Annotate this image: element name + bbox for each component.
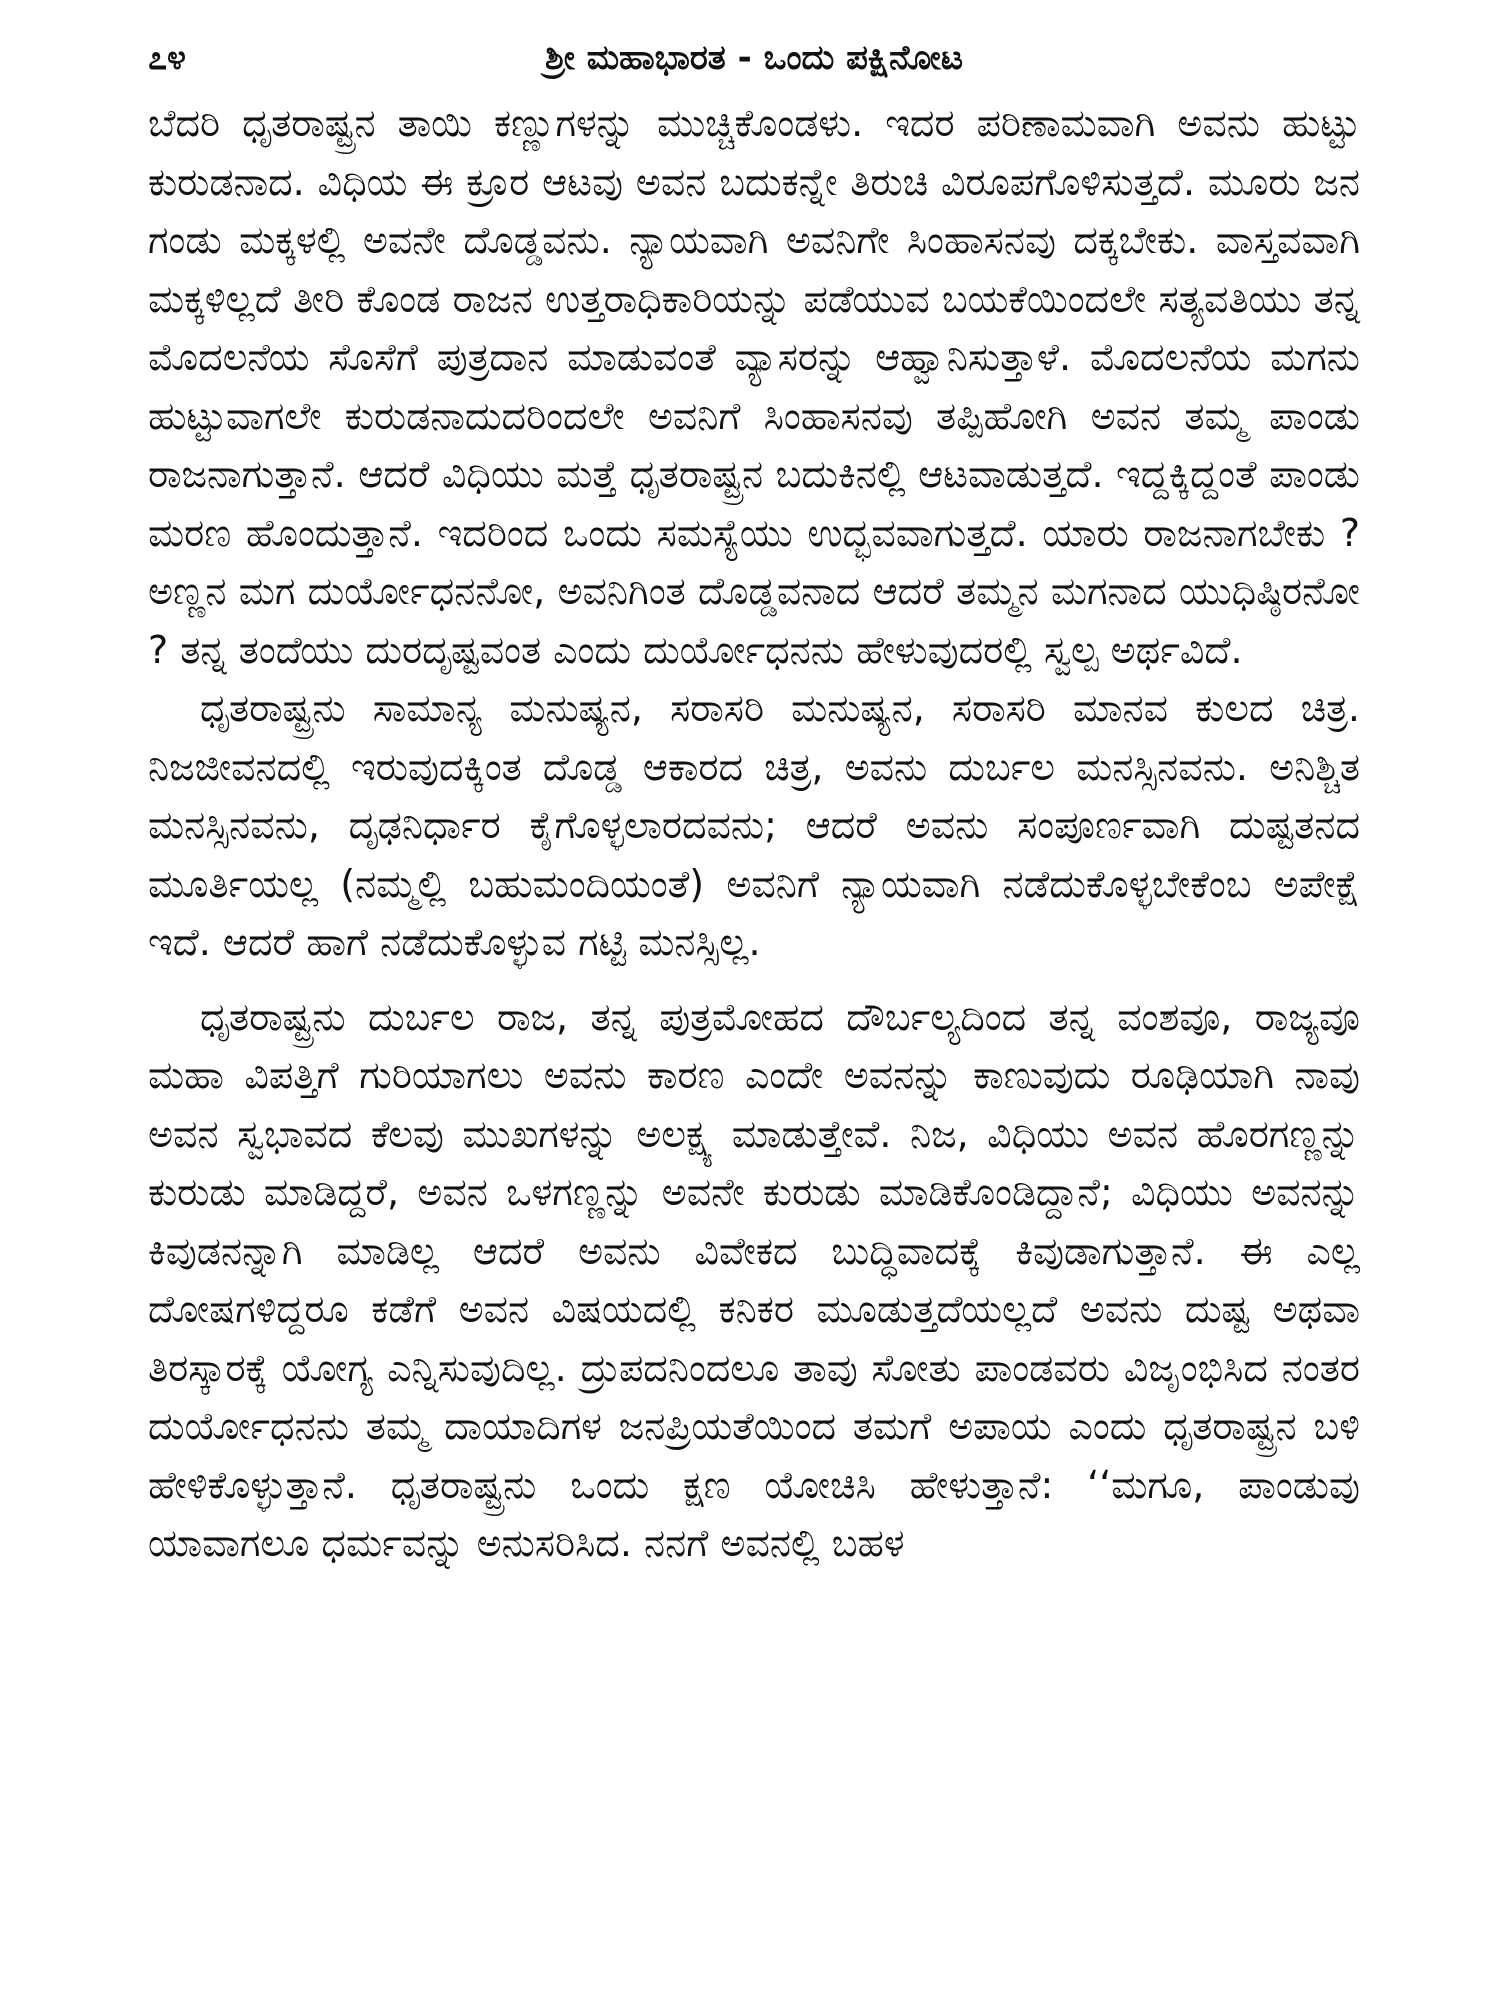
running-title: ಶ್ರೀ ಮಹಾಭಾರತ - ಒಂದು ಪಕ್ಷಿನೋಟ <box>544 38 964 78</box>
paragraph-2: ಧೃತರಾಷ್ಟ್ರನು ಸಾಮಾನ್ಯ ಮನುಷ್ಯನ, ಸರಾಸರಿ ಮನುಷ್ಯನ, ಸರಾಸರಿ ಮಾನವ ಕುಲದ ಚಿತ್ರ. ನಿಜಜೀವನದಲ್ಲಿ ಇರುವುದಕ್ಕಿಂತ ದೊಡ್ಡ ಆಕಾರದ ಚಿತ್ರ, ಅವನು ದುರ್ಬಲ ಮನಸ್ಸಿನವನು. ಅನಿಶ್ಚಿತ ಮನಸ್ಸಿನವನು, ದೃಢನಿರ್ಧಾರ ಕೈಗೊಳ್ಳಲಾರದವನು; ಆದರೆ ಅವನು ಸಂಪೂರ್ಣವಾಗಿ ದುಷ್ಟತನದ ಮೂರ್ತಿಯಲ್ಲ (ನಮ್ಮಲ್ಲಿ ಬಹುಮಂದಿಯಂತೆ) ಅವನಿಗೆ ನ್ಯಾಯವಾಗಿ ನಡೆದುಕೊಳ್ಳಬೇಕೆಂಬ ಅಪೇಕ್ಷೆ ಇದೆ. ಆದರೆ ಹಾಗೆ ನಡೆದುಕೊಳ್ಳುವ ಗಟ್ಟಿ ಮನಸ್ಸಿಲ್ಲ. <box>148 686 1360 964</box>
page-number: ೭೪ <box>148 38 187 78</box>
paragraph-1: ಬೆದರಿ ಧೃತರಾಷ್ಟ್ರನ ತಾಯಿ ಕಣ್ಣುಗಳನ್ನು ಮುಚ್ಚಿಕೊಂಡಳು. ಇದರ ಪರಿಣಾಮವಾಗಿ ಅವನು ಹುಟ್ಟು ಕುರುಡನಾದ. ವಿಧಿಯ ಈ ಕ್ರೂರ ಆಟವು ಅವನ ಬದುಕನ್ನೇ ತಿರುಚಿ ವಿರೂಪಗೊಳಿಸುತ್ತದೆ. ಮೂರು ಜನ ಗಂಡು ಮಕ್ಕಳಲ್ಲಿ ಅವನೇ ದೊಡ್ಡವನು. ನ್ಯಾಯವಾಗಿ ಅವನಿಗೇ ಸಿಂಹಾಸನವು ದಕ್ಕಬೇಕು. ವಾಸ್ತವವಾಗಿ ಮಕ್ಕಳಿಲ್ಲದೆ ತೀರಿ ಕೊಂಡ ರಾಜನ ಉತ್ತರಾಧಿಕಾರಿಯನ್ನು ಪಡೆಯುವ ಬಯಕೆಯಿಂದಲೇ ಸತ್ಯವತಿಯು ತನ್ನ ಮೊದಲನೆಯ ಸೊಸೆಗೆ ಪುತ್ರದಾನ ಮಾಡುವಂತೆ ವ್ಯಾಸರನ್ನು ಆಹ್ವಾನಿಸುತ್ತಾಳೆ. ಮೊದಲನೆಯ ಮಗನು ಹುಟ್ಟುವಾಗಲೇ ಕುರುಡನಾದುದರಿಂದಲೇ ಅವನಿಗೆ ಸಿಂಹಾಸನವು ತಪ್ಪಿಹೋಗಿ ಅವನ ತಮ್ಮ ಪಾಂಡು ರಾಜನಾಗುತ್ತಾನೆ. ಆದರೆ ವಿಧಿಯು ಮತ್ತೆ ಧೃತರಾಷ್ಟ್ರನ ಬದುಕಿನಲ್ಲಿ ಆಟವಾಡುತ್ತದೆ. ಇದ್ದಕ್ಕಿದ್ದಂತೆ ಪಾಂಡು ಮರಣ ಹೊಂದುತ್ತಾನೆ. ಇದರಿಂದ ಒಂದು ಸಮಸ್ಯೆಯು ಉದ್ಭವವಾಗುತ್ತದೆ. ಯಾರು ರಾಜನಾಗಬೇಕು ? ಅಣ್ಣನ ಮಗ ದುರ್ಯೋಧನನೋ, ಅವನಿಗಿಂತ ದೊಡ್ಡವನಾದ ಆದರೆ ತಮ್ಮನ ಮಗನಾದ ಯುಧಿಷ್ಠಿರನೋ ? ತನ್ನ ತಂದೆಯು ದುರದೃಷ್ಟವಂತ ಎಂದು ದುರ್ಯೋಧನನು ಹೇಳುವುದರಲ್ಲಿ ಸ್ವಲ್ಪ ಅರ್ಥವಿದೆ. <box>148 101 1360 672</box>
paragraph-3: ಧೃತರಾಷ್ಟ್ರನು ದುರ್ಬಲ ರಾಜ, ತನ್ನ ಪುತ್ರಮೋಹದ ದೌರ್ಬಲ್ಯದಿಂದ ತನ್ನ ವಂಶವೂ, ರಾಜ್ಯವೂ ಮಹಾ ವಿಪತ್ತಿಗೆ ಗುರಿಯಾಗಲು ಅವನು ಕಾರಣ ಎಂದೇ ಅವನನ್ನು ಕಾಣುವುದು ರೂಢಿಯಾಗಿ ನಾವು ಅವನ ಸ್ವಭಾವದ ಕೆಲವು ಮುಖಗಳನ್ನು ಅಲಕ್ಷ್ಯ ಮಾಡುತ್ತೇವೆ. ನಿಜ, ವಿಧಿಯು ಅವನ ಹೊರಗಣ್ಣನ್ನು ಕುರುಡು ಮಾಡಿದ್ದರೆ, ಅವನ ಒಳಗಣ್ಣನ್ನು ಅವನೇ ಕುರುಡು ಮಾಡಿಕೊಂಡಿದ್ದಾನೆ; ವಿಧಿಯು ಅವನನ್ನು ಕಿವುಡನನ್ನಾಗಿ ಮಾಡಿಲ್ಲ ಆದರೆ ಅವನು ವಿವೇಕದ ಬುದ್ಧಿವಾದಕ್ಕೆ ಕಿವುಡಾಗುತ್ತಾನೆ. ಈ ಎಲ್ಲ ದೋಷಗಳಿದ್ದರೂ ಕಡೆಗೆ ಅವನ ವಿಷಯದಲ್ಲಿ ಕನಿಕರ ಮೂಡುತ್ತದೆಯಲ್ಲದೆ ಅವನು ದುಷ್ಟ ಅಥವಾ ತಿರಸ್ಕಾರಕ್ಕೆ ಯೋಗ್ಯ ಎನ್ನಿಸುವುದಿಲ್ಲ. ದ್ರುಪದನಿಂದಲೂ ತಾವು ಸೋತು ಪಾಂಡವರು ವಿಜೃಂಭಿಸಿದ ನಂತರ ದುರ್ಯೋಧನನು ತಮ್ಮ ದಾಯಾದಿಗಳ ಜನಪ್ರಿಯತೆಯಿಂದ ತಮಗೆ ಅಪಾಯ ಎಂದು ಧೃತರಾಷ್ಟ್ರನ ಬಳಿ ಹೇಳಿಕೊಳ್ಳುತ್ತಾನೆ. ಧೃತರಾಷ್ಟ್ರನು ಒಂದು ಕ್ಷಣ ಯೋಚಿಸಿ ಹೇಳುತ್ತಾನೆ: ‘‘ಮಗೂ, ಪಾಂಡುವು ಯಾವಾಗಲೂ ಧರ್ಮವನ್ನು ಅನುಸರಿಸಿದ. ನನಗೆ ಅವನಲ್ಲಿ ಬಹಳ <box>148 994 1360 1565</box>
body-text <box>148 94 1360 1573</box>
page-header <box>148 30 1360 88</box>
